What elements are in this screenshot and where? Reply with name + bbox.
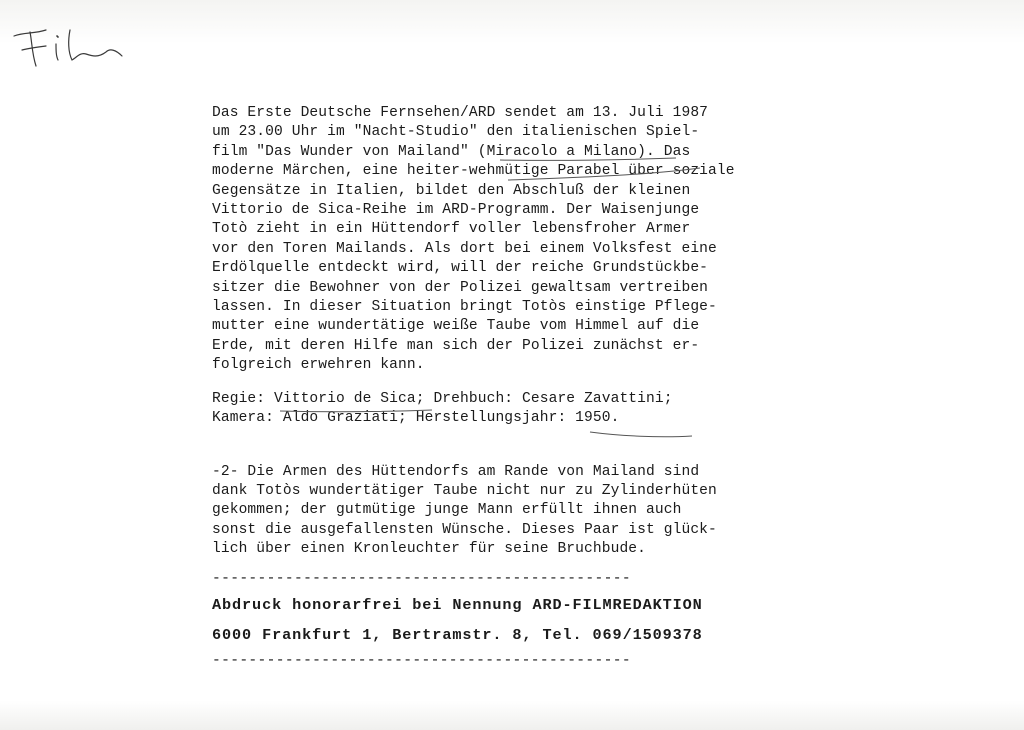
text-line: mutter eine wundertätige weiße Taube vom Himmel auf die — [212, 318, 700, 335]
caption-line: lich über einen Kronleuchter für seine Bruchbude. — [212, 541, 647, 558]
synopsis-paragraph — [212, 104, 812, 376]
text-line: Vittorio de Sica-Reihe im ARD-Programm. Der Waisenjunge — [212, 202, 700, 219]
text-line: Totò zieht in ein Hüttendorf voller lebensfroher Armer — [212, 221, 691, 238]
text-line: moderne Märchen, eine heiter-wehmütige Parabel über soziale — [212, 163, 735, 180]
text-line: folgreich erwehren kann. — [212, 357, 425, 374]
paragraph-spacer — [212, 429, 812, 463]
dashed-divider-bottom: ---------------------------------------------- — [212, 652, 631, 669]
text-line: Erde, mit deren Hilfe man sich der Polizei zunächst er- — [212, 337, 700, 354]
handwritten-film-note — [10, 22, 130, 72]
caption-line: -2- Die Armen des Hüttendorfs am Rande von Mailand sind — [212, 463, 700, 480]
text-line: vor den Toren Mailands. Als dort bei einem Volksfest eine — [212, 240, 717, 257]
caption-line: dank Totòs wundertätiger Taube nicht nur zu Zylinderhüten — [212, 482, 717, 499]
footer-address-line: 6000 Frankfurt 1, Bertramstr. 8, Tel. 069/1509378 — [212, 625, 703, 644]
text-line: um 23.00 Uhr im "Nacht-Studio" den italienischen Spiel- — [212, 124, 700, 141]
paragraph-spacer — [212, 376, 812, 390]
photo-caption-paragraph — [212, 463, 812, 560]
text-line: Gegensätze in Italien, bildet den Abschluß der kleinen — [212, 182, 691, 199]
text-line: Das Erste Deutsche Fernsehen/ARD sendet am 13. Juli 1987 — [212, 105, 709, 121]
dashed-divider-top: ---------------------------------------------- — [212, 570, 631, 587]
credits-line: Regie: Vittorio de Sica; Drehbuch: Cesare Zavattini; — [212, 390, 673, 407]
text-line: Erdölquelle entdeckt wird, will der reiche Grundstückbe- — [212, 260, 709, 277]
text-line: film "Das Wunder von Mailand" (Miracolo a Milano). Das — [212, 143, 691, 160]
caption-line: sonst die ausgefallensten Wünsche. Dieses Paar ist glück- — [212, 521, 717, 538]
text-line: lassen. In dieser Situation bringt Totòs einstige Pflege- — [212, 299, 717, 316]
document-body — [212, 104, 812, 669]
text-line: sitzer die Bewohner von der Polizei gewaltsam vertreiben — [212, 279, 709, 296]
credits-line: Kamera: Aldo Graziati; Herstellungsjahr: 1950. — [212, 410, 620, 427]
footer-credit-line: Abdruck honorarfrei bei Nennung ARD-FILMREDAKTION — [212, 595, 703, 614]
caption-line: gekommen; der gutmütige junge Mann erfüllt ihnen auch — [212, 502, 682, 519]
credits-paragraph — [212, 390, 812, 429]
